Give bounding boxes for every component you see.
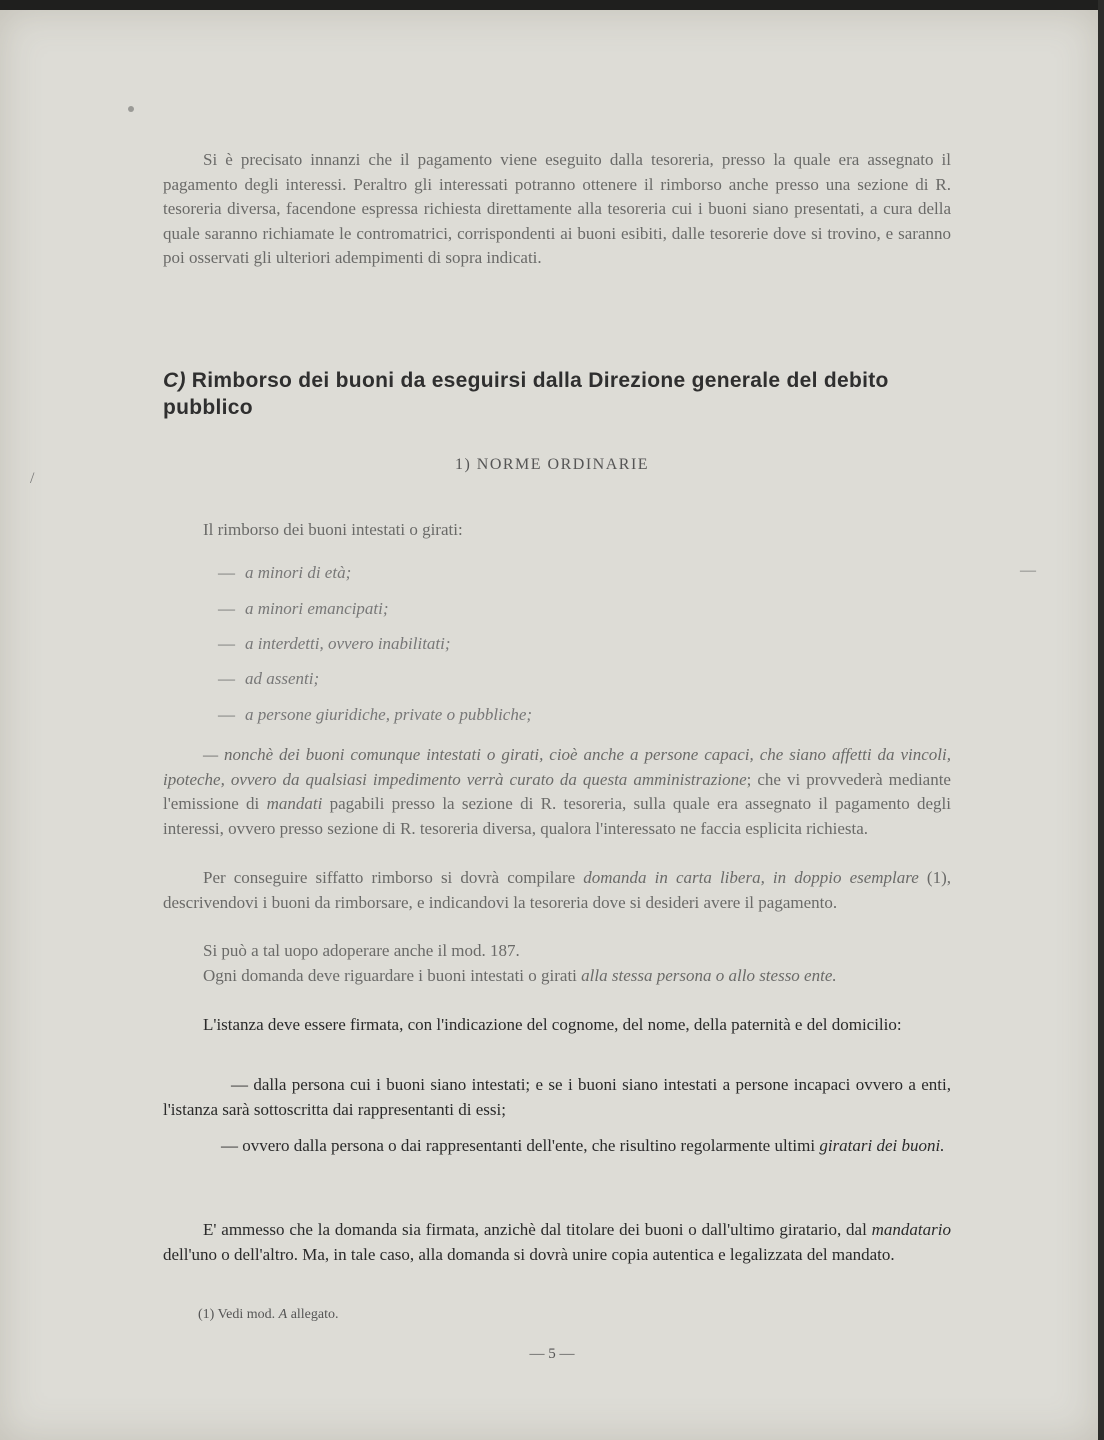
paragraph-ovvero: — ovvero dalla persona o dai rappresentanti dell'ente, che risultino regolarmente ultimi giratari dei buoni. bbox=[221, 1136, 945, 1155]
list-item: — a interdetti, ovvero inabilitati; bbox=[218, 634, 451, 653]
paragraph-per-conseguire: Per conseguire siffatto rimborso si dovrà compilare domanda in carta libera, in doppio esemplare (1), descrivendovi i buoni da rimborsare, e indicandovi la tesoreria dove si desideri avere il pagamento. bbox=[163, 868, 951, 912]
paragraph-istanza: L'istanza deve essere firmata, con l'indicazione del cognome, del nome, della paternità e del domicilio: bbox=[203, 1015, 902, 1034]
paragraph-mod: Si può a tal uopo adoperare anche il mod. 187. bbox=[203, 941, 520, 960]
list-item: — a persone giuridiche, private o pubbliche; bbox=[218, 705, 533, 724]
list-intro: Il rimborso dei buoni intestati o girati: bbox=[203, 520, 463, 539]
footnote: (1) Vedi mod. A allegato. bbox=[198, 1307, 339, 1322]
list-item: — ad assenti; bbox=[218, 669, 320, 688]
scan-speck bbox=[128, 106, 134, 112]
paragraph-ogni-domanda: Ogni domanda deve riguardare i buoni intestati o girati alla stessa persona o allo stesso ente. bbox=[203, 966, 837, 985]
paragraph-ammesso: E' ammesso che la domanda sia firmata, anzichè dal titolare dei buoni o dall'ultimo giratario, dal mandatario dell'uno o dell'altro. Ma, in tale caso, alla domanda si dovrà unire copia autentica e legalizzata del mandato. bbox=[163, 1220, 951, 1264]
section-letter: C) bbox=[163, 369, 186, 392]
document-page bbox=[0, 10, 1098, 1440]
page-number: — 5 — bbox=[529, 1346, 575, 1362]
list-item: — a minori emancipati; bbox=[218, 599, 389, 618]
section-title: Rimborso dei buoni da eseguirsi dalla Direzione generale del debito pubblico bbox=[163, 369, 889, 419]
subsection-heading: 1) NORME ORDINARIE bbox=[454, 456, 650, 473]
list-item: — a minori di età; bbox=[218, 563, 352, 582]
scan-right-edge bbox=[1098, 0, 1104, 1440]
paragraph-rimborso-tesoreria: Si è precisato innanzi che il pagamento viene eseguito dalla tesoreria, presso la quale era assegnato il pagamento degli interessi. Peraltro gli interessati potranno ottenere il rimborso anche presso una sezione di R. tesoreria diversa, facendone espressa richiesta direttamente alla tesoreria cui i buoni siano presentati, a cura della quale saranno richiamate le contromatrici, corrispondenti ai buoni esibiti, dalle tesorerie dove si trovino, e saranno poi osservati gli ulteriori adempimenti di sopra indicati. bbox=[163, 150, 951, 267]
paragraph-nonche: — nonchè dei buoni comunque intestati o girati, cioè anche a persone capaci, che siano affetti da vincoli, ipoteche, ovvero da qualsiasi impedimento verrà curato da questa amministrazione; che vi provvederà mediante l'emissione di mandati pagabili presso la sezione di R. tesoreria, sulla quale era assegnato il pagamento degli interessi, ovvero presso sezione di R. tesoreria diversa, qualora l'interessato ne faccia esplicita richiesta. bbox=[163, 745, 951, 838]
section-heading bbox=[163, 367, 953, 421]
margin-mark: — bbox=[1020, 562, 1036, 579]
margin-mark: / bbox=[30, 470, 35, 487]
paragraph-dalla-persona: — dalla persona cui i buoni siano intestati; e se i buoni siano intestati a persone incapaci ovvero a enti, l'istanza sarà sottoscritta dai rappresentanti di essi; bbox=[163, 1075, 951, 1119]
scan-top-edge bbox=[0, 0, 1104, 10]
